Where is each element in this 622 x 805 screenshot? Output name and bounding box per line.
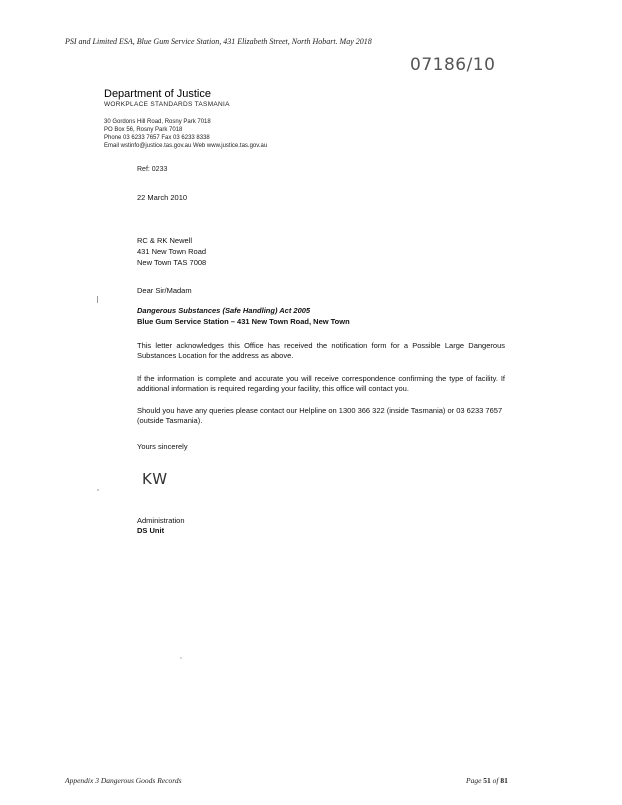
handwritten-file-number: 07186/10 [410,55,496,75]
body-paragraph: Should you have any queries please contact our Helpline on 1300 366 322 (inside Tasmania) or 03 6233 7657 (outside Tasmania). [137,406,503,425]
signoff-role: Administration [137,516,185,525]
body-paragraph: If the information is complete and accurate you will receive correspondence confirming the type of facility. If additional information is required regarding your facility, this office will contact you. [137,374,505,393]
subject-site: Blue Gum Service Station – 431 New Town Road, New Town [137,317,350,326]
subject-act: Dangerous Substances (Safe Handling) Act 2005 [137,306,311,315]
footer-page-number [466,776,508,785]
margin-dot [180,657,182,659]
letterhead-address [104,118,267,150]
page-total: 81 [500,776,508,785]
division-name: WORKPLACE STANDARDS TASMANIA [104,101,230,108]
body-paragraph: This letter acknowledges this Office has received the notification form for a Possible Large Dangerous Substances Location for the address as above. [137,341,505,360]
signature: KW [142,470,169,488]
reference-number: Ref: 0233 [137,166,168,173]
page-prefix: Page [466,776,482,785]
address-line: PO Box 56, Rosny Park 7018 [104,127,183,133]
salutation: Dear Sir/Madam [137,286,192,295]
recipient-line: RC & RK Newell [137,236,193,245]
address-line: Email wstinfo@justice.tas.gov.au Web www.justice.tas.gov.au [104,143,268,149]
department-name: Department of Justice [104,88,211,100]
footer-appendix: Appendix 3 Dangerous Goods Records [65,776,182,785]
page-of: of [492,776,499,785]
letter-date: 22 March 2010 [137,193,188,202]
closing: Yours sincerely [137,442,188,451]
signoff-unit: DS Unit [137,526,165,535]
page-current: 51 [483,776,491,785]
page-header: PSI and Limited ESA, Blue Gum Service Station, 431 Elizabeth Street, North Hobart. May 2018 [65,37,372,46]
address-line: Phone 03 6233 7657 Fax 03 6233 8338 [104,135,210,141]
margin-mark [97,296,98,303]
margin-dot [97,489,99,491]
recipient-line: New Town TAS 7008 [137,258,207,267]
recipient-line: 431 New Town Road [137,247,207,256]
recipient-address [137,235,206,268]
address-line: 30 Gordons Hill Road, Rosny Park 7018 [104,119,211,125]
